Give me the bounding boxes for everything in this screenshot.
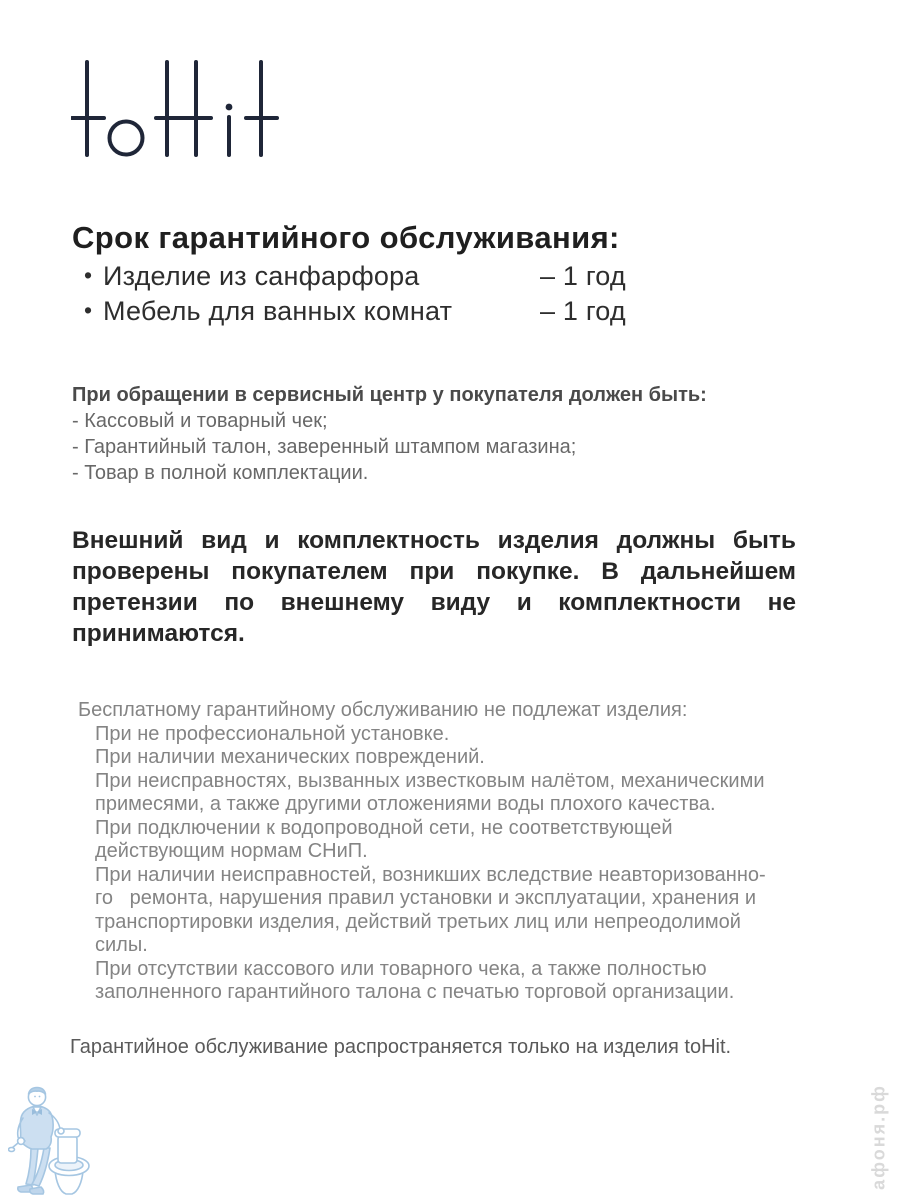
service-center-heading: При обращении в сервисный центр у покупателя должен быть: <box>72 384 707 406</box>
exclusion-item: При отсутствии кассового или товарного чека, а также полностью <box>95 957 707 980</box>
warranty-exclusions-section <box>78 699 818 1005</box>
exclusion-item: При подключении к водопроводной сети, не соответствующей <box>95 816 673 839</box>
warranty-item-label: Изделие из санфарфора <box>103 261 420 291</box>
bullet-icon: • <box>84 262 93 288</box>
exclusion-item: При неисправностях, вызванных известковым налётом, механическими <box>95 769 765 792</box>
warranty-period-list <box>72 261 632 331</box>
tohit-logo <box>71 60 279 157</box>
site-watermark: афоня.рф <box>868 1084 889 1190</box>
service-center-item: - Гарантийный талон, заверенный штампом магазина; <box>72 436 577 458</box>
exclusion-item: силы. <box>95 934 148 956</box>
exclusion-item: примесями, а также другими отложениями воды плохого качества. <box>95 793 716 815</box>
service-center-item: - Кассовый и товарный чек; <box>72 410 328 432</box>
warranty-period-heading: Срок гарантийного обслуживания: <box>72 220 620 255</box>
service-center-section <box>72 382 772 486</box>
exclusion-item: го ремонта, нарушения правил установки и эксплуатации, хранения и <box>95 887 757 909</box>
notice-line: проверены покупателем при покупке. В дальнейшем <box>72 558 796 585</box>
notice-line: Внешний вид и комплектность изделия должны быть <box>72 527 796 554</box>
exclusion-item: заполненного гарантийного талона с печатью торговой организации. <box>95 981 735 1003</box>
warranty-item-term: – 1 год <box>540 296 626 326</box>
bullet-icon: • <box>84 297 93 323</box>
inspection-notice <box>72 525 796 649</box>
warranty-item-term: – 1 год <box>540 261 626 291</box>
exclusion-item: При наличии механических повреждений. <box>95 746 485 768</box>
exclusions-heading: Бесплатному гарантийному обслуживанию не подлежат изделия: <box>78 699 688 721</box>
plumber-toilet-watermark-icon <box>8 1084 108 1198</box>
warranty-period-item <box>72 261 632 296</box>
footer-note: Гарантийное обслуживание распространяется только на изделия toHit. <box>70 1036 732 1058</box>
notice-line: принимаются. <box>72 620 245 647</box>
notice-line: претензии по внешнему виду и комплектности не <box>72 589 796 616</box>
service-center-item: - Товар в полной комплектации. <box>72 462 369 484</box>
exclusion-item: транспортировки изделия, действий третьих лиц или непреодолимой <box>95 910 741 933</box>
warranty-item-label: Мебель для ванных комнат <box>103 296 453 326</box>
exclusion-item: действующим нормам СНиП. <box>95 840 368 862</box>
warranty-period-item <box>72 296 632 331</box>
exclusion-item: При наличии неисправностей, возникших вследствие неавторизованно- <box>95 863 766 886</box>
i-dot <box>226 104 233 111</box>
exclusion-item: При не профессиональной установке. <box>95 722 450 745</box>
